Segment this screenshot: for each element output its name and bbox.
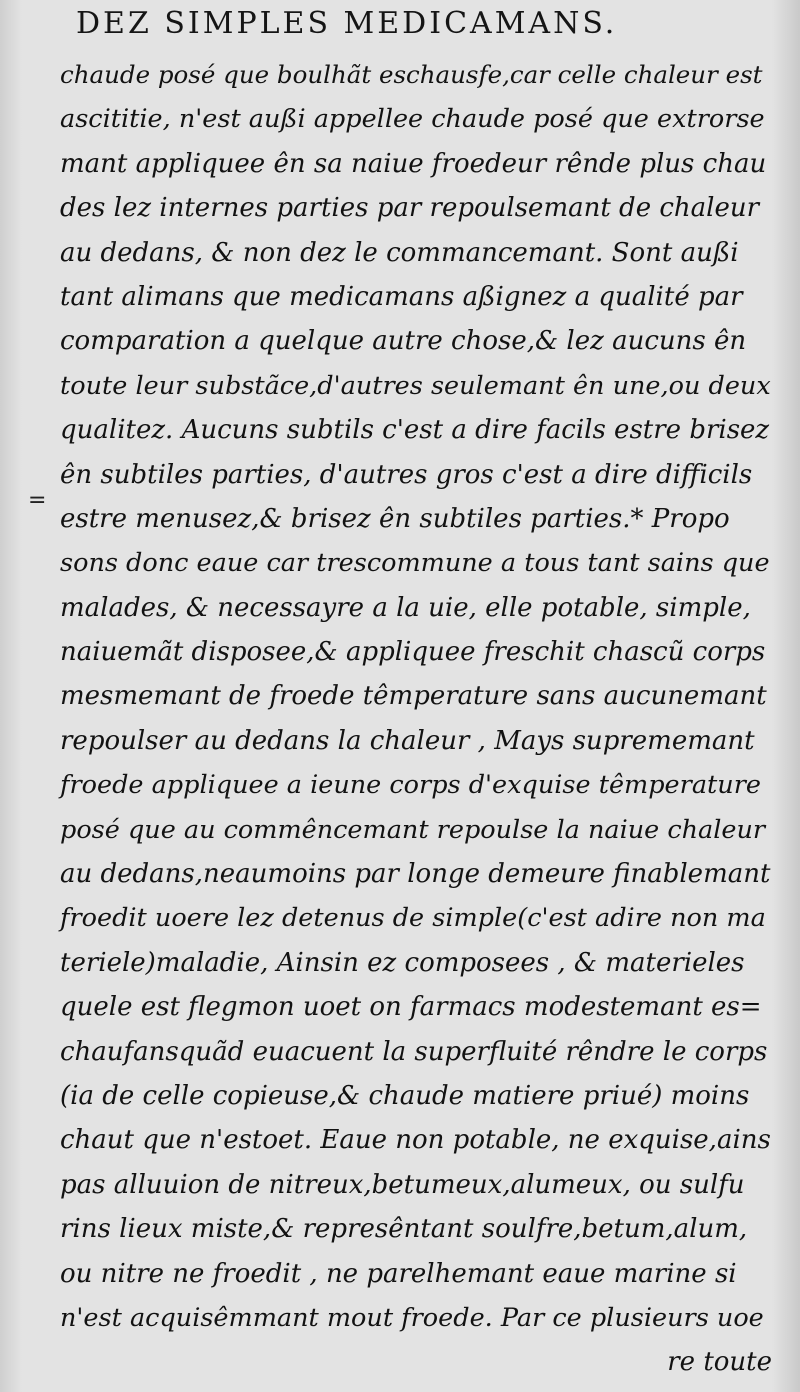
text-line: chaut que n'estoet. Eaue non potable, ne exquise,ains [60,1125,771,1156]
text-line: n'est acquisêmmant mout froede. Par ce plusieurs uoe [60,1302,764,1333]
text-line: (ia de celle copieuse,& chaude matiere priué) moins [60,1080,750,1111]
text-line: qualitez. Aucuns subtils c'est a dire facils estre brisez [60,415,770,446]
text-line: naiuemãt disposee,& appliquee freschit chascũ corps [60,637,766,668]
catchword: re toute [667,1347,772,1378]
text-line: sons donc eaue car trescommune a tous tant sains que [60,548,770,579]
text-line: mesmemant de froede têmperature sans aucunemant [60,681,767,712]
page-right-edge [772,0,800,1392]
text-line: ascititie, n'est außi appellee chaude posé que extrorse [60,104,765,135]
text-line: chaufansquãd euacuent la superfluité rêndre le corps [60,1036,768,1067]
text-line: mant appliquee ên sa naiue froedeur rênde plus chau [60,148,767,179]
body-text [60,53,772,1385]
text-line: teriele)maladie, Ainsin ez composees , & materieles [60,947,745,978]
text-line: comparation a quelque autre chose,& lez aucuns ên [60,326,747,357]
text-line: pas alluuion de nitreux,betumeux,alumeux, ou sulfu [60,1169,745,1200]
text-line: rins lieux miste,& represêntant soulfre,betum,alum, [60,1214,748,1245]
text-line: posé que au commêncemant repoulse la naiue chaleur [60,814,766,845]
text-line: repoulser au dedans la chaleur , Mays suprememant [60,725,755,756]
text-line: au dedans,neaumoins par longe demeure finablemant [60,859,771,890]
text-line: ou nitre ne froedit , ne parelhemant eaue marine si [60,1258,737,1289]
text-line: estre menusez,& brisez ên subtiles parties.* Propo [60,503,730,534]
text-line: tant alimans que medicamans aßignez a qualité par [60,281,743,312]
running-head: DEZ SIMPLES MEDICAMANS. [76,6,618,41]
text-line: quele est flegmon uoet on farmacs modestemant es= [60,992,762,1023]
text-line: froede appliquee a ieune corps d'exquise têmperature [60,770,761,801]
text-line: malades, & necessayre a la uie, elle potable, simple, [60,592,751,623]
page-left-edge [0,0,22,1392]
text-line: des lez internes parties par repoulsemant de chaleur [60,193,760,224]
margin-mark: = [28,488,47,513]
text-line: au dedans, & non dez le commancemant. Sont außi [60,237,739,268]
text-line: toute leur substãce,d'autres seulemant ên une,ou deux [60,370,771,401]
text-line: froedit uoere lez detenus de simple(c'est adire non ma [60,903,766,934]
text-line: ên subtiles parties, d'autres gros c'est a dire difficils [60,459,753,490]
text-line: chaude posé que boulhãt eschausfe,car celle chaleur est [60,60,763,89]
